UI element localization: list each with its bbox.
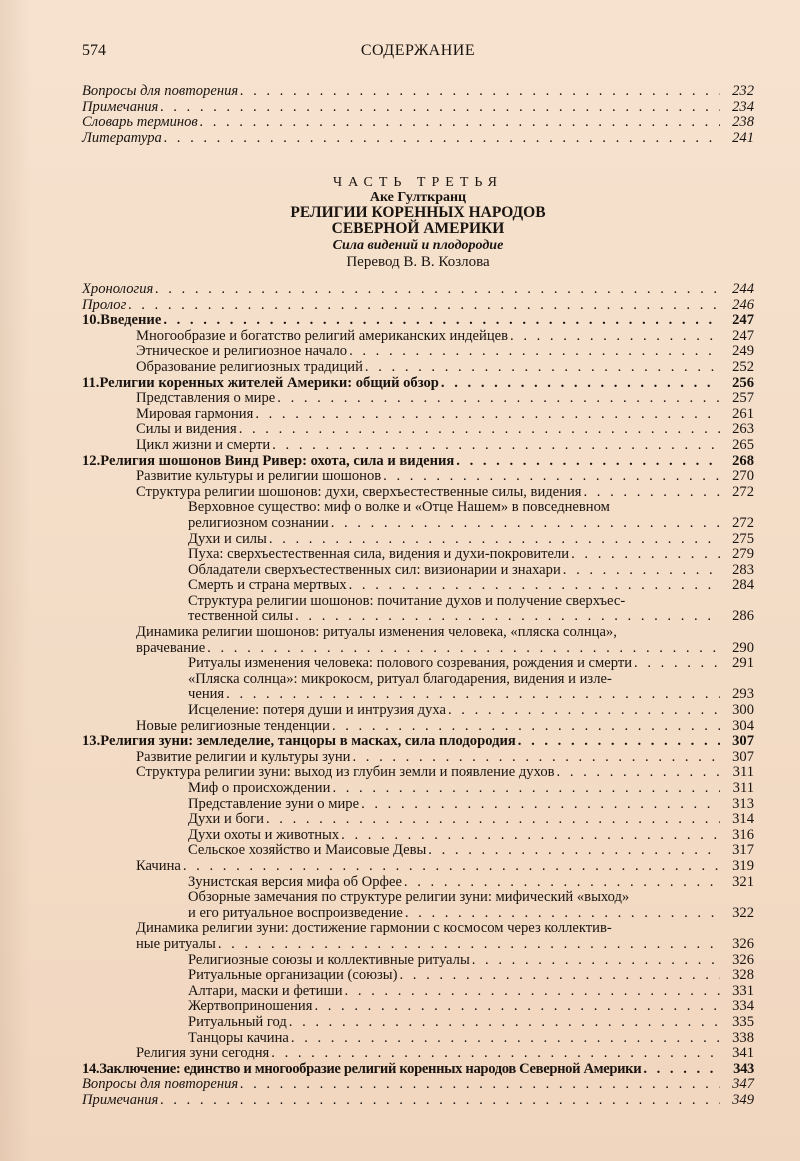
toc-entry-line1: Динамика религии зуни: достижение гармонии с космосом через коллектив- [136,920,612,937]
toc-entry-line1: Структура религии шошонов: почитание духов и получение сверхъес- [188,592,626,609]
toc-entry[interactable]: Цикл жизни и смерти . . . 265 [82,438,754,454]
toc-entry[interactable]: Развитие религии и культуры зуни . . . 307 [82,750,754,766]
toc-entry[interactable]: чения . . . 293 [82,687,754,703]
toc-entry[interactable]: Хронология . . . 244 [82,282,754,298]
toc-entry[interactable]: Словарь терминов . . . 238 [82,115,754,131]
toc-entry[interactable]: Духи и силы . . . 275 [82,532,754,548]
toc-top-block [82,84,754,146]
toc-entry[interactable]: Структура религии зуни: выход из глубин земли и появление духов . . . 311 [82,765,754,781]
toc-entry[interactable]: Исцеление: потеря души и интрузия духа . . . 300 [82,703,754,719]
part-translator: Перевод В. В. Козлова [346,254,490,270]
toc-chapter[interactable]: 11. Религии коренных жителей Америки: общий обзор . . . 256 [82,376,754,392]
toc-entry[interactable]: Жертвоприношения . . . 334 [82,999,754,1015]
toc-entry[interactable]: и его ритуальное воспроизведение . . . 322 [82,906,754,922]
toc-entry[interactable]: Образование религиозных традиций . . . 252 [82,360,754,376]
page-header [82,42,754,66]
toc-entry[interactable]: Сельское хозяйство и Маисовые Девы . . . 317 [82,843,754,859]
toc-entry[interactable]: Алтари, маски и фетиши . . . 331 [82,984,754,1000]
running-title: СОДЕРЖАНИЕ [360,42,476,59]
toc-entry[interactable]: Танцоры качина . . . 338 [82,1031,754,1047]
toc-entry[interactable]: Религиозные союзы и коллективные ритуалы . . . 326 [82,953,754,969]
toc-entry[interactable]: Примечания . . . 349 [82,1093,754,1109]
part-title-line2: СЕВЕРНОЙ АМЕРИКИ [331,220,505,237]
toc-entry[interactable]: Духи и боги . . . 314 [82,812,754,828]
part-title-line1: РЕЛИГИИ КОРЕННЫХ НАРОДОВ [290,204,546,221]
toc-entry-line1: Верховное существо: миф о волке и «Отце Нашем» в повседневном [188,499,610,516]
toc-entry[interactable]: Вопросы для повторения . . . 347 [82,1077,754,1093]
toc-chapter[interactable]: 14. Заключение: единство и многообразие религий коренных народов Северной Америки . . . 343 [82,1062,754,1078]
toc-entry[interactable]: Новые религиозные тенденции . . . 304 [82,719,754,735]
toc-entry[interactable]: Вопросы для повторения . . . 232 [82,84,754,100]
part-author: Аке Гулткранц [369,190,467,205]
toc-main [82,282,754,1108]
toc-entry[interactable]: Силы и видения . . . 263 [82,422,754,438]
toc-chapter[interactable]: 12. Религия шошонов Винд Ривер: охота, сила и видения . . . 268 [82,454,754,470]
toc-entry[interactable]: Примечания . . . 234 [82,100,754,116]
toc-entry[interactable]: Структура религии шошонов: духи, сверхъестественные силы, видения . . . 272 [82,485,754,501]
toc-entry-line1: «Пляска солнца»: микрокосм, ритуал благодарения, видения и изле- [188,670,612,687]
toc-entry[interactable]: Религия зуни сегодня . . . 341 [82,1046,754,1062]
toc-entry[interactable]: Ритуалы изменения человека: полового созревания, рождения и смерти . . . 291 [82,656,754,672]
toc-entry[interactable]: Этническое и религиозное начало . . . 249 [82,344,754,360]
toc-entry[interactable]: религиозном сознании . . . 272 [82,516,754,532]
toc-entry-line1: Обзорные замечания по структуре религии зуни: мифический «выход» [188,889,630,906]
toc-entry[interactable]: Обладатели сверхъестественных сил: визионарии и знахари . . . 283 [82,563,754,579]
toc-entry[interactable]: Ритуальные организации (союзы) . . . 328 [82,968,754,984]
toc-entry[interactable]: Миф о происхождении . . . 311 [82,781,754,797]
toc-entry[interactable]: Смерть и страна мертвых . . . 284 [82,578,754,594]
toc-entry[interactable]: Качина . . . 319 [82,859,754,875]
part-heading [82,175,754,271]
toc-entry[interactable]: ные ритуалы . . . 326 [82,937,754,953]
toc-entry[interactable]: Ритуальный год . . . 335 [82,1015,754,1031]
toc-entry[interactable]: Представления о мире . . . 257 [82,391,754,407]
part-label: ЧАСТЬ ТРЕТЬЯ [332,175,503,190]
toc-entry[interactable]: Пролог . . . 246 [82,298,754,314]
toc-entry[interactable]: Мировая гармония . . . 261 [82,407,754,423]
toc-entry[interactable]: врачевание . . . 290 [82,641,754,657]
toc-entry[interactable]: тественной силы . . . 286 [82,609,754,625]
toc-entry[interactable]: Зунистская версия мифа об Орфее . . . 321 [82,875,754,891]
toc-entry[interactable]: Многообразие и богатство религий американских индейцев . . . 247 [82,329,754,345]
toc-entry[interactable]: Духи охоты и животных . . . 316 [82,828,754,844]
part-subtitle: Сила видений и плодородие [332,238,504,253]
toc-entry[interactable]: Литература . . . 241 [82,131,754,147]
page-number: 574 [82,42,106,59]
toc-entry-line1: Динамика религии шошонов: ритуалы изменения человека, «пляска солнца», [136,624,617,641]
toc-entry[interactable]: Представление зуни о мире . . . 313 [82,797,754,813]
toc-chapter[interactable]: 10. Введение . . . 247 [82,313,754,329]
toc-entry[interactable]: Пуха: сверхъестественная сила, видения и духи-покровители . . . 279 [82,547,754,563]
toc-chapter[interactable]: 13. Религия зуни: земледелие, танцоры в масках, сила плодородия . . . 307 [82,734,754,750]
toc-entry[interactable]: Развитие культуры и религии шошонов . . . 270 [82,469,754,485]
